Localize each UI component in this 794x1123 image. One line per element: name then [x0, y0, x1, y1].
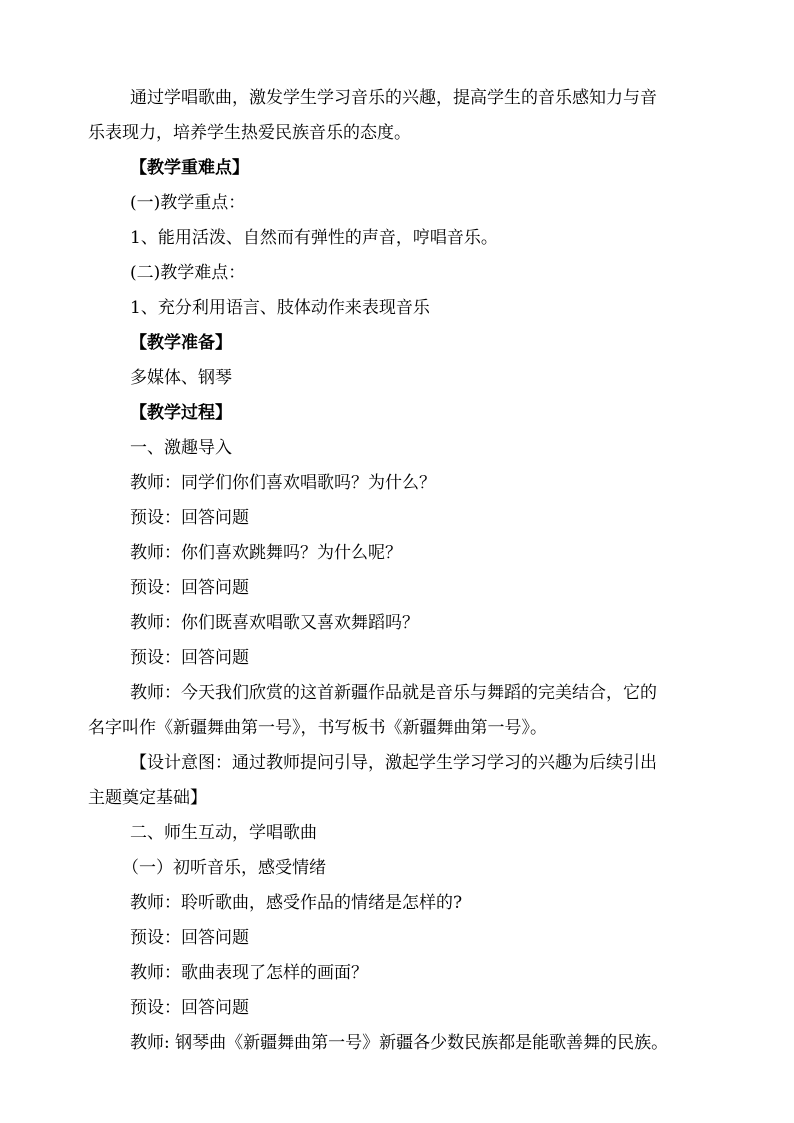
design-intent-line-1: 【设计意图：通过教师提问引导，激起学生学习学习的兴趣为后续引出	[130, 753, 657, 773]
difficult-point-item: 1、充分利用语言、肢体动作来表现音乐	[130, 298, 430, 318]
subsection-first-listen: （一）初听音乐，感受情绪	[122, 858, 326, 878]
section-interaction: 二、师生互动，学唱歌曲	[130, 823, 317, 843]
dialogue-line: 预设：回答问题	[130, 578, 249, 598]
dialogue-line-continued: 名字叫作《新疆舞曲第一号》，书写板书《新疆舞曲第一号》。	[88, 718, 547, 738]
heading-key-difficult-points: 【教学重难点】	[130, 158, 249, 178]
dialogue-line: 教师：今天我们欣赏的这首新疆作品就是音乐与舞蹈的完美结合，它的	[130, 683, 657, 703]
objective-paragraph-line-2: 乐表现力，培养学生热爱民族音乐的态度。	[88, 123, 411, 143]
dialogue-line: 教师：聆听歌曲，感受作品的情绪是怎样的?	[130, 893, 463, 913]
dialogue-line: 预设：回答问题	[130, 998, 249, 1018]
heading-teaching-preparation: 【教学准备】	[130, 333, 232, 353]
objective-paragraph-line-1: 通过学唱歌曲，激发学生学习音乐的兴趣，提高学生的音乐感知力与音	[130, 88, 657, 108]
heading-teaching-process: 【教学过程】	[130, 403, 232, 423]
dialogue-line: 预设：回答问题	[130, 648, 249, 668]
subheading-difficult-points: (二)教学难点：	[130, 263, 246, 283]
subheading-key-points: (一)教学重点：	[130, 193, 246, 213]
key-point-item: 1、能用活泼、自然而有弹性的声音，哼唱音乐。	[130, 228, 498, 248]
dialogue-line: 教师：你们既喜欢唱歌又喜欢舞蹈吗？	[130, 613, 419, 633]
dialogue-line: 教师：歌曲表现了怎样的画面？	[130, 963, 368, 983]
dialogue-line: 教师：你们喜欢跳舞吗？为什么呢？	[130, 543, 402, 563]
preparation-items: 多媒体、钢琴	[130, 368, 232, 388]
dialogue-line: 预设：回答问题	[130, 928, 249, 948]
design-intent-line-2: 主题奠定基础】	[88, 788, 207, 808]
section-intro: 一、激趣导入	[130, 438, 232, 458]
dialogue-line: 预设：回答问题	[130, 508, 249, 528]
dialogue-line: 教师: 钢琴曲《新疆舞曲第一号》新疆各少数民族都是能歌善舞的民族。	[130, 1033, 669, 1053]
dialogue-line: 教师：同学们你们喜欢唱歌吗？为什么？	[130, 473, 436, 493]
